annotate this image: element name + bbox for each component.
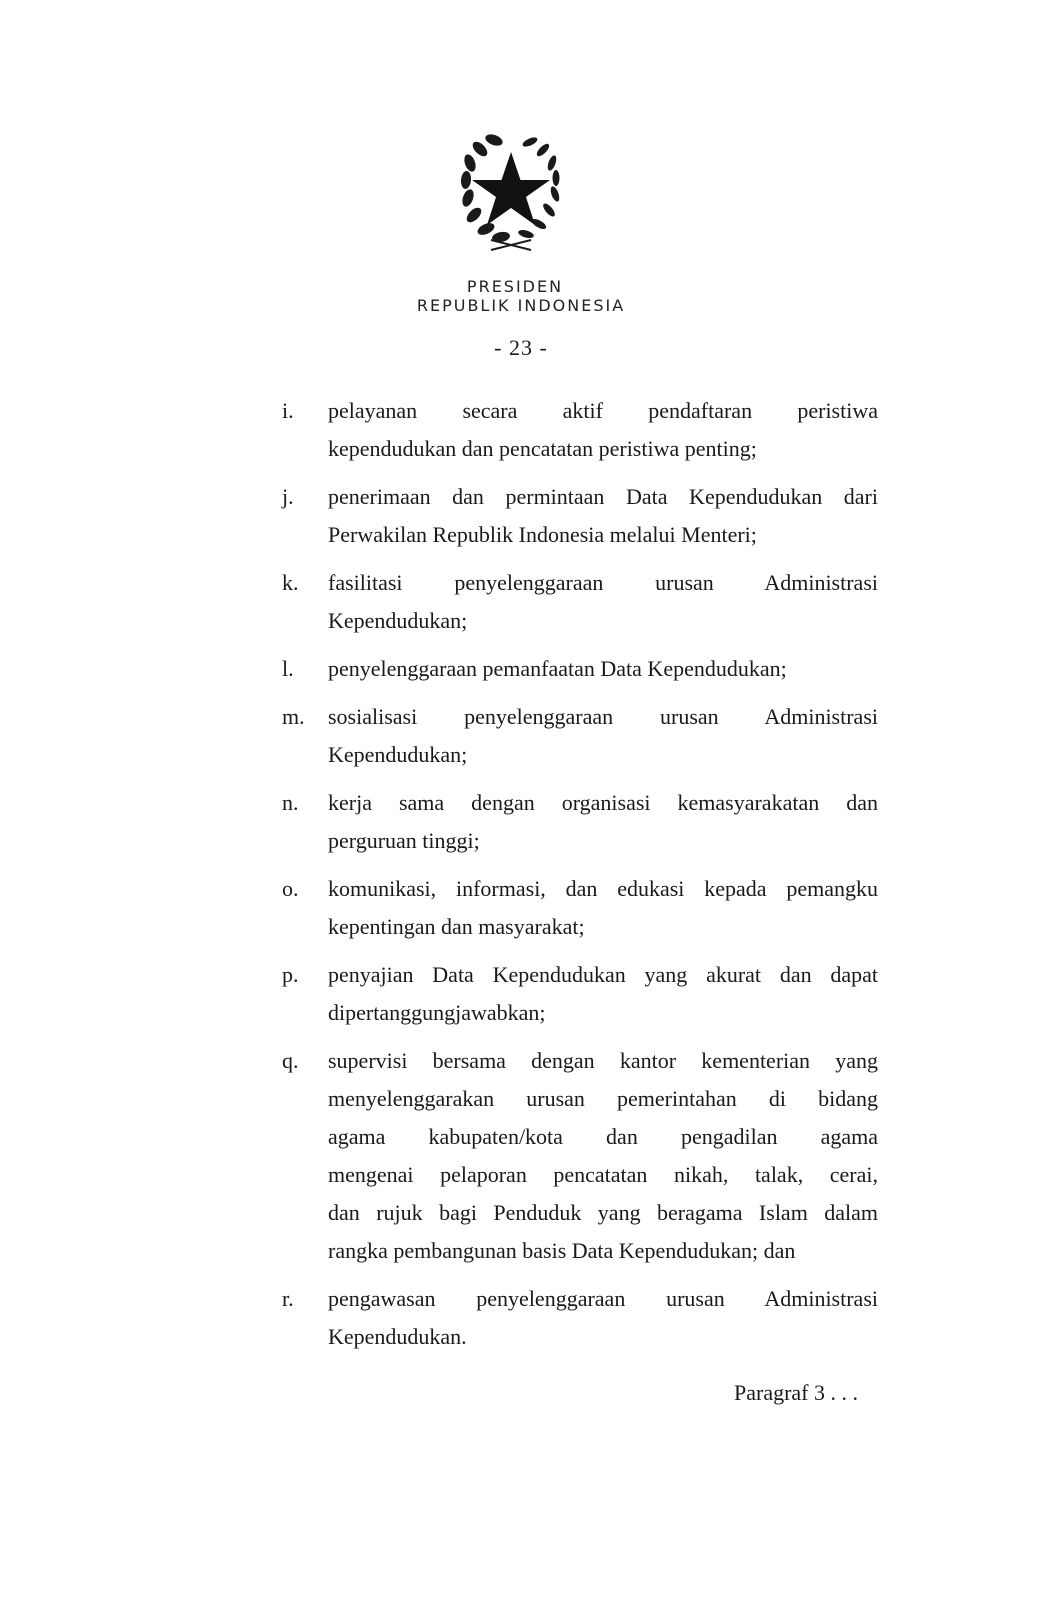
list-item-line: dan rujuk bagi Penduduk yang beragama Islam dalam	[328, 1200, 878, 1225]
list-item-line: mengenai pelaporan pencatatan nikah, talak, cerai,	[328, 1162, 878, 1187]
list-item-line: Kependudukan;	[328, 742, 468, 767]
catchword-next-page: Paragraf 3 . . .	[734, 1380, 859, 1405]
list-item-line: fasilitasi penyelenggaraan urusan Administrasi	[328, 570, 878, 595]
list-item-line: pelayanan secara aktif pendaftaran peristiwa	[328, 398, 878, 423]
list-item-letter: r.	[282, 1286, 294, 1311]
list-item-letter: o.	[282, 876, 299, 901]
list-item-letter: i.	[282, 398, 294, 423]
list-item-line: pengawasan penyelenggaraan urusan Administrasi	[328, 1286, 878, 1311]
list-item-letter: m.	[282, 704, 305, 729]
list-item-line: perguruan tinggi;	[328, 828, 480, 853]
list-item-line: kerja sama dengan organisasi kemasyarakatan dan	[328, 790, 878, 815]
list-item-line: Kependudukan;	[328, 608, 468, 633]
header-title-republik-indonesia: REPUBLIK INDONESIA	[416, 296, 626, 315]
list-item-line: komunikasi, informasi, dan edukasi kepada pemangku	[328, 876, 878, 901]
list-item-line: Kependudukan.	[328, 1324, 467, 1349]
list-item-line: Perwakilan Republik Indonesia melalui Menteri;	[328, 522, 757, 547]
list-item-letter: q.	[282, 1048, 299, 1073]
list-item-letter: n.	[282, 790, 299, 815]
list-item-line: kepentingan dan masyarakat;	[328, 914, 585, 939]
list-item-line: menyelenggarakan urusan pemerintahan di bidang	[328, 1086, 878, 1111]
list-item-letter: k.	[282, 570, 299, 595]
list-item-letter: l.	[282, 656, 294, 681]
header-title-presiden: PRESIDEN	[466, 277, 564, 296]
presidential-emblem-icon	[446, 128, 576, 258]
page-number: - 23 -	[494, 335, 548, 360]
list-item-line: penerimaan dan permintaan Data Kependudukan dari	[328, 484, 878, 509]
list-item-line: supervisi bersama dengan kantor kementerian yang	[328, 1048, 878, 1073]
list-item-line: agama kabupaten/kota dan pengadilan agama	[328, 1124, 878, 1149]
list-item-line: kependudukan dan pencatatan peristiwa penting;	[328, 436, 757, 461]
list-item-line: rangka pembangunan basis Data Kependudukan; dan	[328, 1238, 796, 1263]
list-item-line: penyajian Data Kependudukan yang akurat dan dapat	[328, 962, 878, 987]
list-item-line: sosialisasi penyelenggaraan urusan Administrasi	[328, 704, 878, 729]
list-item-letter: j.	[282, 484, 294, 509]
list-item-letter: p.	[282, 962, 299, 987]
list-item-line: penyelenggaraan pemanfaatan Data Kependudukan;	[328, 656, 787, 681]
list-item-line: dipertanggungjawabkan;	[328, 1000, 546, 1025]
